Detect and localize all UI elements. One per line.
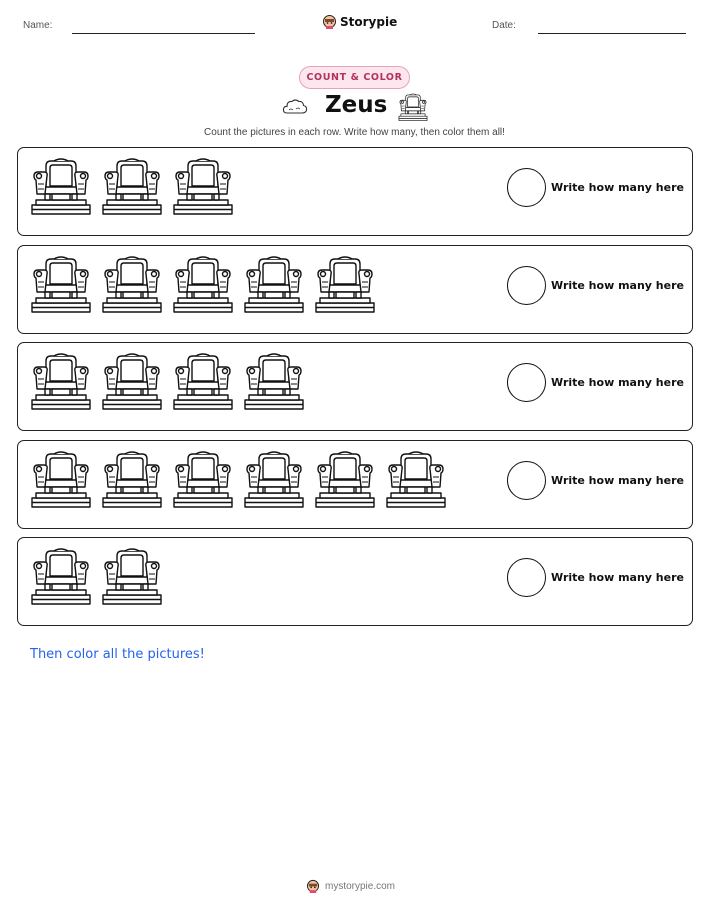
throne-icon: [30, 256, 92, 314]
footer-brand: [306, 879, 395, 893]
mascot-icon: [322, 14, 337, 29]
throne-icon: [101, 256, 163, 314]
mascot-icon: [306, 879, 320, 893]
throne-icon: [101, 158, 163, 216]
date-line[interactable]: [538, 33, 686, 34]
icon-group: [30, 451, 447, 509]
color-instruction: Then color all the pictures!: [30, 647, 205, 662]
answer-circle[interactable]: [507, 266, 546, 305]
footer-url: mystorypie.com: [325, 880, 396, 892]
activity-badge: COUNT & COLOR: [299, 66, 410, 89]
counting-row-3: [17, 342, 693, 431]
throne-icon: [314, 451, 376, 509]
answer-circle[interactable]: [507, 168, 546, 207]
counting-row-2: [17, 245, 693, 334]
icon-group: [30, 548, 163, 606]
counting-row-4: [17, 440, 693, 529]
answer-circle[interactable]: [507, 461, 546, 500]
throne-icon: [172, 158, 234, 216]
counting-row-5: [17, 537, 693, 626]
throne-icon: [101, 451, 163, 509]
throne-icon: [172, 353, 234, 411]
throne-icon: [30, 353, 92, 411]
throne-icon: [30, 451, 92, 509]
throne-icon: [30, 548, 92, 606]
throne-icon: [398, 93, 428, 122]
cloud-icon: [282, 98, 308, 116]
throne-icon: [243, 451, 305, 509]
name-line[interactable]: [72, 33, 255, 34]
date-label: Date:: [492, 20, 516, 31]
throne-icon: [243, 256, 305, 314]
answer-circle[interactable]: [507, 558, 546, 597]
page-title: Zeus: [325, 92, 388, 118]
instructions: Count the pictures in each row. Write how many, then color them all!: [204, 127, 505, 138]
icon-group: [30, 353, 305, 411]
title-row: [0, 92, 709, 124]
answer-prompt: Write how many here: [551, 376, 684, 389]
answer-circle[interactable]: [507, 363, 546, 402]
counting-row-1: [17, 147, 693, 236]
answer-prompt: Write how many here: [551, 473, 684, 487]
throne-icon: [385, 451, 447, 509]
counting-rows: [17, 147, 693, 635]
throne-icon: [101, 548, 163, 606]
worksheet-header: [0, 0, 709, 50]
answer-prompt: Write how many here: [551, 278, 684, 292]
throne-icon: [314, 256, 376, 314]
throne-icon: [172, 256, 234, 314]
brand-name: Storypie: [340, 14, 398, 29]
throne-icon: [101, 353, 163, 411]
storypie-logo: [322, 14, 397, 29]
name-label: Name:: [23, 20, 53, 31]
answer-prompt: Write how many here: [551, 571, 684, 584]
icon-group: [30, 256, 376, 314]
icon-group: [30, 158, 234, 216]
throne-icon: [30, 158, 92, 216]
throne-icon: [172, 451, 234, 509]
throne-icon: [243, 353, 305, 411]
answer-prompt: Write how many here: [551, 181, 684, 194]
